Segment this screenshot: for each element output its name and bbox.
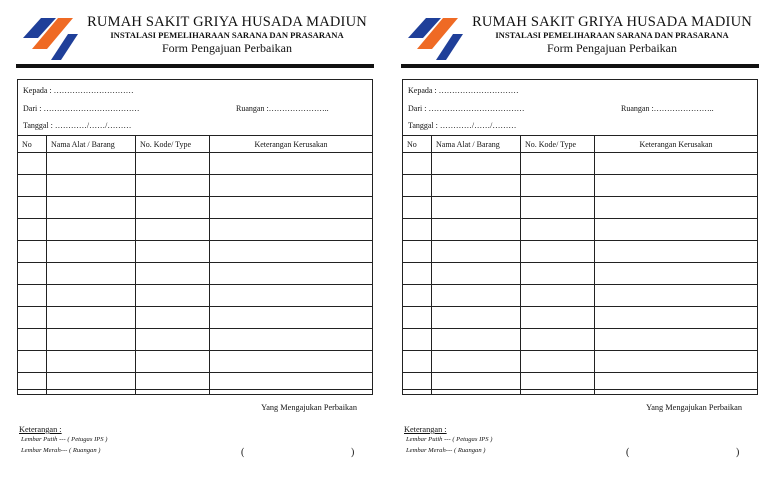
cell[interactable] <box>136 373 210 395</box>
signature-close-paren: ) <box>351 447 355 458</box>
signature-label: Yang Mengajukan Perbaikan <box>261 403 357 412</box>
cell[interactable] <box>47 153 136 175</box>
cell[interactable] <box>18 153 47 175</box>
col-header-no: No <box>403 136 432 153</box>
field-ruangan[interactable]: Ruangan :………………….. <box>621 104 714 113</box>
cell[interactable] <box>47 197 136 219</box>
cell[interactable] <box>403 153 432 175</box>
cell[interactable] <box>521 153 595 175</box>
cell[interactable] <box>432 197 521 219</box>
col-header-keterangan: Keterangan Kerusakan <box>210 136 373 153</box>
cell[interactable] <box>210 197 373 219</box>
cell[interactable] <box>432 153 521 175</box>
table-row <box>403 307 758 329</box>
cell[interactable] <box>210 175 373 197</box>
table-row <box>403 329 758 351</box>
table-row <box>18 351 373 373</box>
table-row <box>18 241 373 263</box>
table-row <box>403 197 758 219</box>
notes-title: Keterangan : <box>19 425 62 434</box>
cell[interactable] <box>47 285 136 307</box>
field-tanggal[interactable]: Tanggal : …………/……/……… <box>23 121 132 130</box>
col-header-no: No <box>18 136 47 153</box>
field-dari[interactable]: Dari : ……………………………… <box>408 104 525 113</box>
cell[interactable] <box>521 351 595 373</box>
cell[interactable] <box>521 197 595 219</box>
cell[interactable] <box>521 373 595 395</box>
cell[interactable] <box>136 329 210 351</box>
table-header-row <box>18 136 373 153</box>
signature-open-paren: ( <box>241 447 245 458</box>
cell[interactable] <box>403 373 432 395</box>
cell[interactable] <box>136 263 210 285</box>
form-title: Form Pengajuan Perbaikan <box>162 41 292 55</box>
cell[interactable] <box>136 219 210 241</box>
cell[interactable] <box>47 329 136 351</box>
cell[interactable] <box>403 351 432 373</box>
cell[interactable] <box>136 175 210 197</box>
cell[interactable] <box>210 219 373 241</box>
form-title: Form Pengajuan Perbaikan <box>547 41 677 55</box>
cell[interactable] <box>18 373 47 395</box>
cell[interactable] <box>521 219 595 241</box>
cell[interactable] <box>521 263 595 285</box>
cell[interactable] <box>403 329 432 351</box>
cell[interactable] <box>18 263 47 285</box>
cell[interactable] <box>210 373 373 395</box>
repair-request-form-left <box>12 0 377 503</box>
cell[interactable] <box>18 285 47 307</box>
cell[interactable] <box>403 197 432 219</box>
col-header-nama-alat: Nama Alat / Barang <box>47 136 136 153</box>
cell[interactable] <box>432 241 521 263</box>
cell[interactable] <box>18 175 47 197</box>
repair-items-table <box>17 135 373 395</box>
signature-open-paren: ( <box>626 447 630 458</box>
form-box <box>402 79 758 390</box>
cell[interactable] <box>521 285 595 307</box>
cell[interactable] <box>136 285 210 307</box>
field-ruangan[interactable]: Ruangan :………………….. <box>236 104 329 113</box>
cell[interactable] <box>18 241 47 263</box>
table-row <box>18 197 373 219</box>
cell[interactable] <box>47 263 136 285</box>
table-row <box>403 351 758 373</box>
repair-items-table <box>402 135 758 395</box>
table-header-row <box>403 136 758 153</box>
cell[interactable] <box>136 241 210 263</box>
table-row <box>18 219 373 241</box>
field-kepada[interactable]: Kepada : ………………………… <box>408 86 519 95</box>
cell[interactable] <box>432 373 521 395</box>
cell[interactable] <box>595 285 758 307</box>
notes-title: Keterangan : <box>404 425 447 434</box>
cell[interactable] <box>595 373 758 395</box>
table-row <box>18 373 373 395</box>
cell[interactable] <box>595 263 758 285</box>
cell[interactable] <box>403 241 432 263</box>
cell[interactable] <box>18 329 47 351</box>
cell[interactable] <box>521 329 595 351</box>
cell[interactable] <box>432 285 521 307</box>
cell[interactable] <box>210 285 373 307</box>
cell[interactable] <box>403 285 432 307</box>
cell[interactable] <box>595 329 758 351</box>
cell[interactable] <box>403 219 432 241</box>
cell[interactable] <box>210 241 373 263</box>
col-header-kode-type: No. Kode/ Type <box>521 136 595 153</box>
cell[interactable] <box>136 307 210 329</box>
header-divider <box>401 64 759 68</box>
cell[interactable] <box>432 307 521 329</box>
col-header-nama-alat: Nama Alat / Barang <box>432 136 521 153</box>
table-row <box>403 219 758 241</box>
cell[interactable] <box>595 175 758 197</box>
table-row <box>18 285 373 307</box>
cell[interactable] <box>521 241 595 263</box>
cell[interactable] <box>403 263 432 285</box>
cell[interactable] <box>595 197 758 219</box>
cell[interactable] <box>47 307 136 329</box>
cell[interactable] <box>521 175 595 197</box>
table-row <box>403 241 758 263</box>
repair-request-form-right <box>397 0 762 503</box>
cell[interactable] <box>47 219 136 241</box>
department-name: INSTALASI PEMELIHARAAN SARANA DAN PRASARANA <box>495 30 729 40</box>
cell[interactable] <box>47 241 136 263</box>
cell[interactable] <box>432 219 521 241</box>
header-divider <box>16 64 374 68</box>
field-kepada[interactable]: Kepada : ………………………… <box>23 86 134 95</box>
table-row <box>403 175 758 197</box>
table-row <box>18 175 373 197</box>
cell[interactable] <box>210 329 373 351</box>
cell[interactable] <box>595 153 758 175</box>
cell[interactable] <box>18 307 47 329</box>
table-row <box>403 263 758 285</box>
cell[interactable] <box>210 307 373 329</box>
cell[interactable] <box>136 351 210 373</box>
cell[interactable] <box>432 263 521 285</box>
field-tanggal[interactable]: Tanggal : …………/……/……… <box>408 121 517 130</box>
cell[interactable] <box>595 241 758 263</box>
cell[interactable] <box>18 351 47 373</box>
cell[interactable] <box>47 373 136 395</box>
note-white-sheet: Lembar Putih --- ( Petugas IPS ) <box>21 436 108 443</box>
col-header-keterangan: Keterangan Kerusakan <box>595 136 758 153</box>
cell[interactable] <box>595 307 758 329</box>
cell[interactable] <box>18 197 47 219</box>
cell[interactable] <box>210 153 373 175</box>
note-white-sheet: Lembar Putih --- ( Petugas IPS ) <box>406 436 493 443</box>
hospital-logo-icon <box>407 16 463 62</box>
cell[interactable] <box>432 175 521 197</box>
cell[interactable] <box>210 263 373 285</box>
cell[interactable] <box>432 329 521 351</box>
form-header <box>467 14 757 56</box>
table-row <box>18 263 373 285</box>
cell[interactable] <box>595 351 758 373</box>
cell[interactable] <box>136 153 210 175</box>
cell[interactable] <box>47 351 136 373</box>
form-box <box>17 79 373 390</box>
cell[interactable] <box>210 351 373 373</box>
cell[interactable] <box>403 175 432 197</box>
table-row <box>18 153 373 175</box>
note-red-sheet: Lembar Merah--- ( Ruangan ) <box>21 447 101 454</box>
hospital-logo-icon <box>22 16 78 62</box>
cell[interactable] <box>595 219 758 241</box>
hospital-name: RUMAH SAKIT GRIYA HUSADA MADIUN <box>87 14 367 30</box>
col-header-kode-type: No. Kode/ Type <box>136 136 210 153</box>
cell[interactable] <box>136 197 210 219</box>
hospital-name: RUMAH SAKIT GRIYA HUSADA MADIUN <box>472 14 752 30</box>
form-header <box>82 14 372 56</box>
table-row <box>403 153 758 175</box>
signature-close-paren: ) <box>736 447 740 458</box>
department-name: INSTALASI PEMELIHARAAN SARANA DAN PRASARANA <box>110 30 344 40</box>
table-row <box>403 285 758 307</box>
cell[interactable] <box>521 307 595 329</box>
table-row <box>18 307 373 329</box>
table-row <box>18 329 373 351</box>
field-dari[interactable]: Dari : ……………………………… <box>23 104 140 113</box>
cell[interactable] <box>403 307 432 329</box>
signature-label: Yang Mengajukan Perbaikan <box>646 403 742 412</box>
table-row <box>403 373 758 395</box>
note-red-sheet: Lembar Merah--- ( Ruangan ) <box>406 447 486 454</box>
cell[interactable] <box>47 175 136 197</box>
cell[interactable] <box>432 351 521 373</box>
cell[interactable] <box>18 219 47 241</box>
